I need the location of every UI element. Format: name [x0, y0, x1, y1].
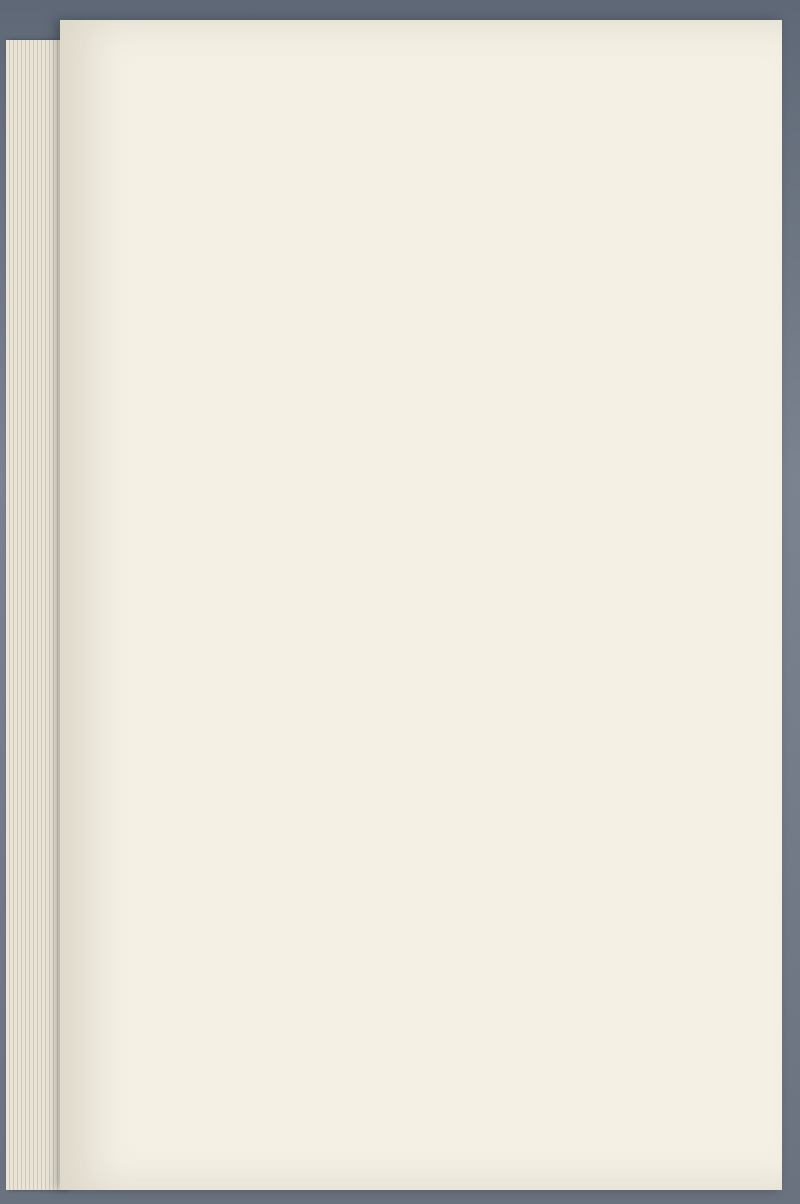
book-page: [60, 20, 782, 1190]
top-text-block: [108, 215, 758, 655]
bottom-text-block: [108, 670, 758, 1130]
page-edges: [6, 40, 66, 1190]
